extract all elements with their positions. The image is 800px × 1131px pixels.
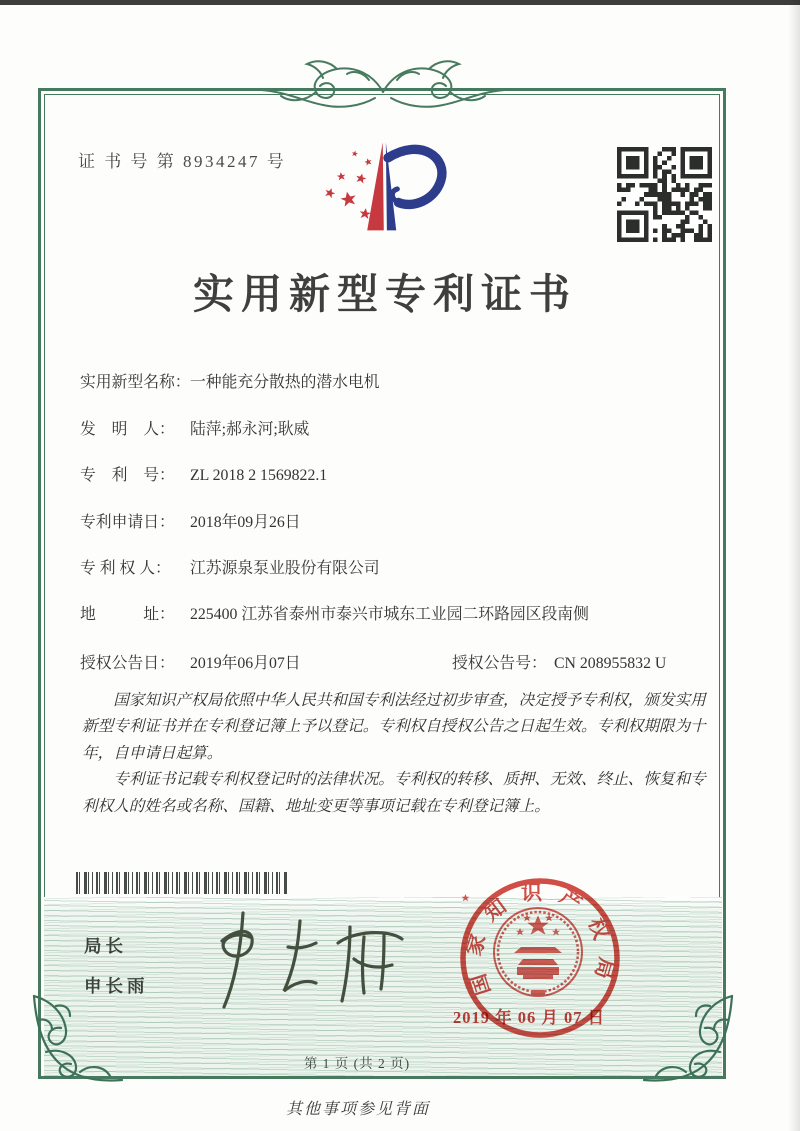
field-row-grant-number xyxy=(452,651,666,677)
field-value: 2018年09月26日 xyxy=(190,514,301,531)
field-row-grant-date xyxy=(80,651,301,677)
field-label: 授权公告号： xyxy=(452,655,547,672)
svg-text:国家知识产权局 xyxy=(461,880,619,998)
legal-text-block xyxy=(82,688,714,820)
bottom-left-corner-ornament-icon xyxy=(26,992,132,1088)
field-label: 实用新型名称： xyxy=(80,374,191,391)
certificate-title: 实用新型专利证书 xyxy=(193,271,577,317)
field-label: 专 利 号： xyxy=(80,467,175,484)
field-row-filing-date xyxy=(80,510,301,536)
certificate-number: 证 书 号 第 8934247 号 xyxy=(78,152,287,171)
barcode-icon xyxy=(76,872,288,894)
page-number: 第 1 页 (共 2 页) xyxy=(303,1056,411,1071)
commissioner-name: 申长雨 xyxy=(84,976,149,996)
commissioner-title: 局长 xyxy=(84,936,127,956)
photo-edge-shade xyxy=(788,0,800,1131)
bottom-right-corner-ornament-icon xyxy=(634,992,740,1088)
commissioner-signature-icon xyxy=(196,903,416,1021)
top-border-ornament-icon xyxy=(256,56,510,120)
field-value: 一种能充分散热的潜水电机 xyxy=(190,374,380,391)
cnipa-logo-icon xyxy=(316,133,464,247)
field-row-patentee xyxy=(80,556,380,582)
field-row-patent-number xyxy=(80,463,327,489)
legal-paragraph: 专利证书记载专利权登记时的法律状况。专利权的转移、质押、无效、终止、恢复和专利权人的姓名或名称、国籍、地址变更等事项记载在专利登记簿上。 xyxy=(82,771,706,815)
field-value: CN 208955832 U xyxy=(554,655,667,672)
field-value: 陆萍;郝永河;耿威 xyxy=(190,421,310,438)
field-row-inventors xyxy=(80,417,309,443)
field-label: 地 址： xyxy=(80,606,175,623)
field-value: ZL 2018 2 1569822.1 xyxy=(190,467,328,484)
field-label: 专 利 权 人： xyxy=(80,560,171,577)
field-value: 江苏源泉泵业股份有限公司 xyxy=(190,560,380,577)
legal-paragraph: 国家知识产权局依照中华人民共和国专利法经过初步审查，决定授予专利权，颁发实用新型专利证书并在专利登记簿上予以登记。专利权自授权公告之日起生效。专利权期限为十年，自申请日起算。 xyxy=(82,692,706,762)
field-value: 2019年06月07日 xyxy=(190,655,301,672)
field-label: 专利申请日： xyxy=(80,514,175,531)
field-row-invention-name xyxy=(80,370,380,396)
field-label: 授权公告日： xyxy=(80,655,175,672)
qr-code-icon xyxy=(617,147,712,242)
field-row-address xyxy=(80,602,598,628)
field-label: 发 明 人： xyxy=(80,421,175,438)
back-side-note: 其他事项参见背面 xyxy=(285,1101,430,1118)
seal-ring-text: 国家知识产权局 xyxy=(461,880,619,999)
field-value: 225400 江苏省泰州市泰兴市城东工业园二环路园区段南侧 xyxy=(190,606,589,623)
seal-date: 2019 年 06 月 07 日 xyxy=(452,1008,606,1027)
